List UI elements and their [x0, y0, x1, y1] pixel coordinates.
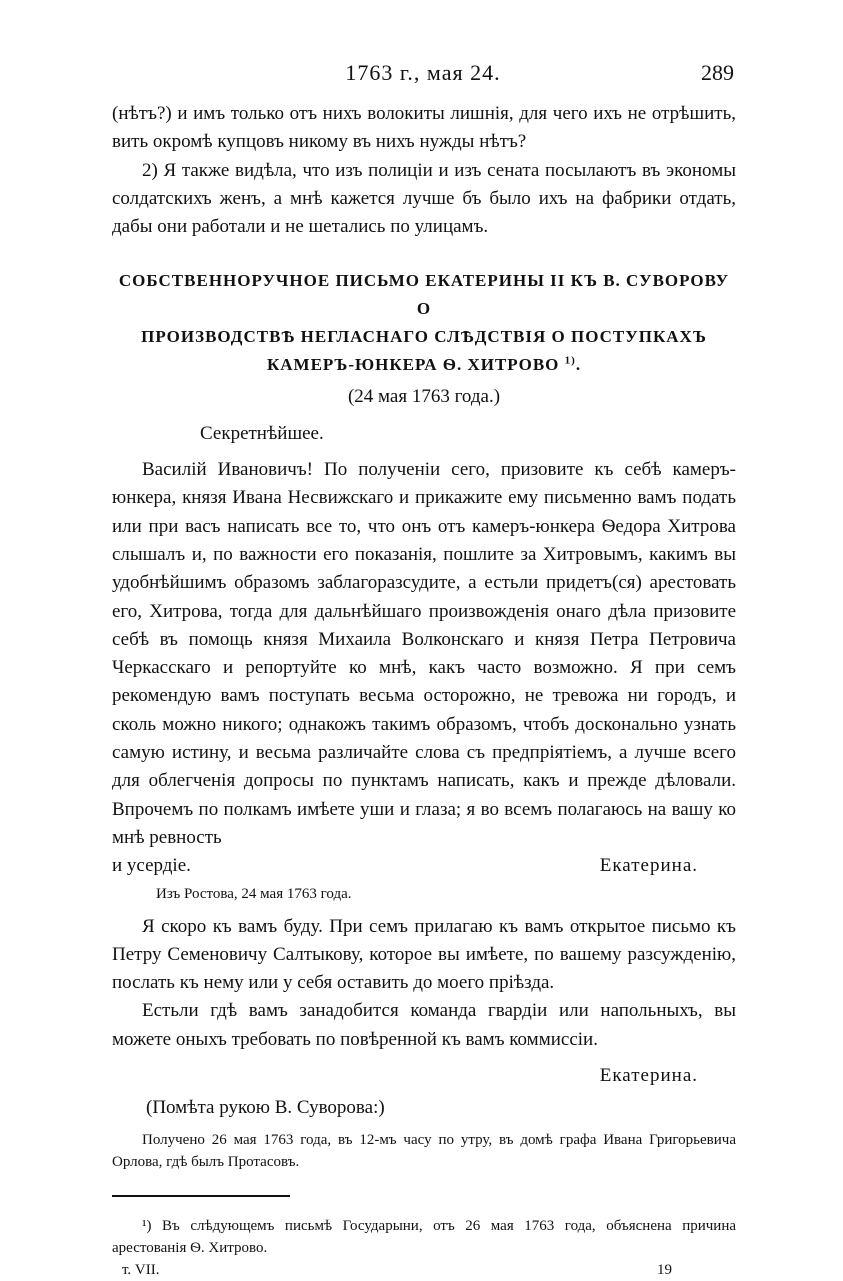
letter-body: Василій Ивановичъ! По полученіи сего, призовите къ себѣ камеръ-юнкера, князя Ивана Несвижскаго и прикажите ему письменно вамъ подать или при васъ написать все то, что онъ отъ камеръ-юнкера Ѳедора Хитрова слышалъ и, по важности его показанія, пошлите за Хитровымъ, какимъ вы удобнѣйшимъ образомъ заблагоразсудите, а естьли придетъ(ся) арестовать его, Хитрова, тогда для дальнѣйшаго произвожденія онаго дѣла призовите себѣ въ помощь князя Михаила Волконскаго и князя Петра Петровича Черкасскаго и репортуйте ко мнѣ, какъ часто возможно. Я при семъ рекомендую вамъ поступать весьма осторожно, не тревожа ни городъ, и сколь можно никого; однакожъ такимъ образомъ, чтобъ досконально узнать самую истину, и весьма различайте слова съ предпріятіемъ, а лучше всего для облегченія допросы по пунктамъ написать, какъ и прежде дѣловали. Впрочемъ по полкамъ имѣете уши и глаза; я во всемъ полагаюсь на вашу ко мнѣ ревность: [112, 459, 736, 848]
title-line-3: КАМЕРЪ-ЮНКЕРА Ѳ. ХИТРОВО $^{1)}$.: [266, 354, 582, 375]
postscript-paragraph-2: Естьли гдѣ вамъ занадобится команда гвардіи или напольныхъ, вы можете оныхъ требовать по повѣренной къ вамъ коммиссіи.: [112, 1000, 736, 1050]
postscript-signature: Екатерина.: [599, 1065, 698, 1087]
postscript-paragraph-1: Я скоро къ вамъ буду. При семъ прилагаю къ вамъ открытое письмо къ Петру Семеновичу Салтыкову, которое вы имѣете, по вашему разсужденію, послать къ нему или у себя оставить до моего пріѣзда.: [112, 915, 736, 994]
footnote-divider: [112, 1195, 290, 1197]
signature-row: [112, 852, 736, 880]
sheet-number: 19: [657, 1261, 672, 1278]
secret-label: Секретнѣйшее.: [200, 422, 324, 444]
carry-over-paragraph: (нѣтъ?) и имъ только отъ нихъ волокиты лишнія, для чего ихъ не отрѣшить, вить окромѣ купцовъ никому въ нихъ нужды нѣтъ?: [112, 103, 736, 153]
remark-text: Получено 26 мая 1763 года, въ 12-мъ часу по утру, въ домѣ графа Ивана Григорьевича Орлова, гдѣ былъ Протасовъ.: [112, 1131, 736, 1170]
title-line-1: СОБСТВЕННОРУЧНОЕ ПИСЬМО ЕКАТЕРИНЫ II КЪ В. СУВОРОВУ О: [118, 271, 730, 319]
remark-label: (Помѣта рукою В. Суворова:): [146, 1097, 385, 1119]
title-line-2: ПРОИЗВОДСТВѢ НЕГЛАСНАГО СЛѢДСТВІЯ О ПОСТУПКАХЪ: [141, 327, 707, 347]
footnote-marker: 1): [564, 354, 576, 367]
document-title: [112, 267, 736, 379]
running-title: 1763 г., мая 24.: [345, 60, 501, 85]
letter-last-line: и усердіе.: [112, 855, 191, 877]
place-date-line: Изъ Ростова, 24 мая 1763 года.: [156, 885, 352, 902]
volume-mark: т. VII.: [122, 1261, 160, 1278]
page-header: [112, 60, 734, 90]
point-2-paragraph: 2) Я также видѣла, что изъ полиціи и изъ сената посылаютъ въ экономы солдатскихъ женъ, а мнѣ кажется лучше бъ было ихъ на фабрики отдать, дабы они работали и не шетались по улицамъ.: [112, 159, 736, 238]
document-date: (24 мая 1763 года.): [347, 386, 501, 408]
footnote-text: ¹) Въ слѣдующемъ письмѣ Государыни, отъ 26 мая 1763 года, объяснена причина арестованія Ѳ. Хитрово.: [112, 1217, 736, 1256]
page-number: 289: [701, 60, 734, 85]
signature-line: [112, 1259, 736, 1281]
signature: Екатерина.: [599, 855, 698, 877]
page-body: [112, 100, 736, 1281]
